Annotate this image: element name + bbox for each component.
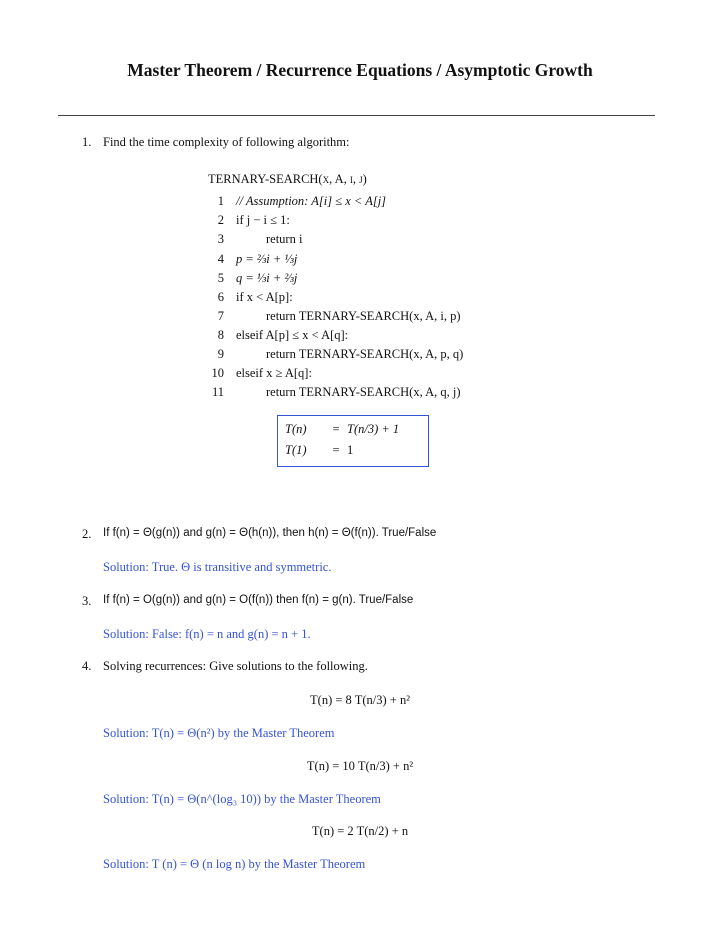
line-number: 9 <box>217 347 224 361</box>
question-number: 4. <box>82 659 92 673</box>
recurrence-rhs: 1 <box>347 443 354 457</box>
line-code: return i <box>266 232 303 246</box>
question-text: If f(n) = O(g(n)) and g(n) = O(f(n)) then f(n) = g(n). True/False <box>103 594 414 606</box>
line-code: // Assumption: A[i] ≤ x < A[j] <box>236 194 387 208</box>
solution-text: Solution: T(n) = Θ(n^(log₃ 10)) by the Master Theorem <box>103 792 381 806</box>
line-number: 8 <box>217 328 224 342</box>
line-number: 5 <box>217 271 224 285</box>
recurrence-equation: T(n) = 10 T(n/3) + n² <box>306 759 414 773</box>
recurrence-equals: = <box>332 422 340 436</box>
line-number: 2 <box>217 213 224 227</box>
recurrence-row <box>285 443 353 458</box>
recurrence-equation: T(n) = 8 T(n/3) + n² <box>310 693 410 707</box>
question-text: Solving recurrences: Give solutions to the following. <box>103 659 368 673</box>
line-number: 1 <box>217 194 224 208</box>
recurrence-lhs: T(n) <box>285 422 307 436</box>
question-number: 1. <box>82 135 92 149</box>
page-title: Master Theorem / Recurrence Equations / Asymptotic Growth <box>127 60 593 80</box>
recurrence-equals: = <box>332 443 340 457</box>
line-code: p = ⅔i + ⅓j <box>236 252 298 266</box>
line-number: 3 <box>217 232 224 246</box>
question-text: Find the time complexity of following algorithm: <box>103 135 350 149</box>
line-number: 6 <box>217 290 224 304</box>
title-divider <box>58 115 655 116</box>
line-code: q = ⅓i + ⅔j <box>236 271 298 285</box>
recurrence-row <box>285 422 399 437</box>
recurrence-rhs: T(n/3) + 1 <box>347 422 400 436</box>
line-code: return TERNARY-SEARCH(x, A, i, p) <box>266 309 461 323</box>
line-code: elseif A[p] ≤ x < A[q]: <box>236 328 349 342</box>
recurrence-box <box>277 415 429 467</box>
solution-text: Solution: True. Θ is transitive and symmetric. <box>103 560 332 574</box>
line-code: if j − i ≤ 1: <box>236 213 290 227</box>
solution-text: Solution: False: f(n) = n and g(n) = n + 1. <box>103 627 311 641</box>
line-code: return TERNARY-SEARCH(x, A, p, q) <box>266 347 464 361</box>
solution-text: Solution: T (n) = Θ (n log n) by the Master Theorem <box>103 857 366 871</box>
recurrence-equation: T(n) = 2 T(n/2) + n <box>311 824 409 838</box>
solution-text: Solution: T(n) = Θ(n²) by the Master Theorem <box>103 726 335 740</box>
line-number: 10 <box>211 366 224 380</box>
line-number: 11 <box>211 385 224 399</box>
question-number: 3. <box>82 594 92 608</box>
recurrence-lhs: T(1) <box>285 443 307 457</box>
question-text: If f(n) = Θ(g(n)) and g(n) = Θ(h(n)), then h(n) = Θ(f(n)). True/False <box>103 527 437 539</box>
line-code: if x < A[p]: <box>236 290 293 304</box>
question-number: 2. <box>82 527 92 541</box>
line-number: 4 <box>217 252 224 266</box>
line-code: elseif x ≥ A[q]: <box>236 366 312 380</box>
line-number: 7 <box>217 309 224 323</box>
algorithm-header: TERNARY-SEARCH(x, A, i, j) <box>208 172 367 186</box>
line-code: return TERNARY-SEARCH(x, A, q, j) <box>266 385 461 399</box>
